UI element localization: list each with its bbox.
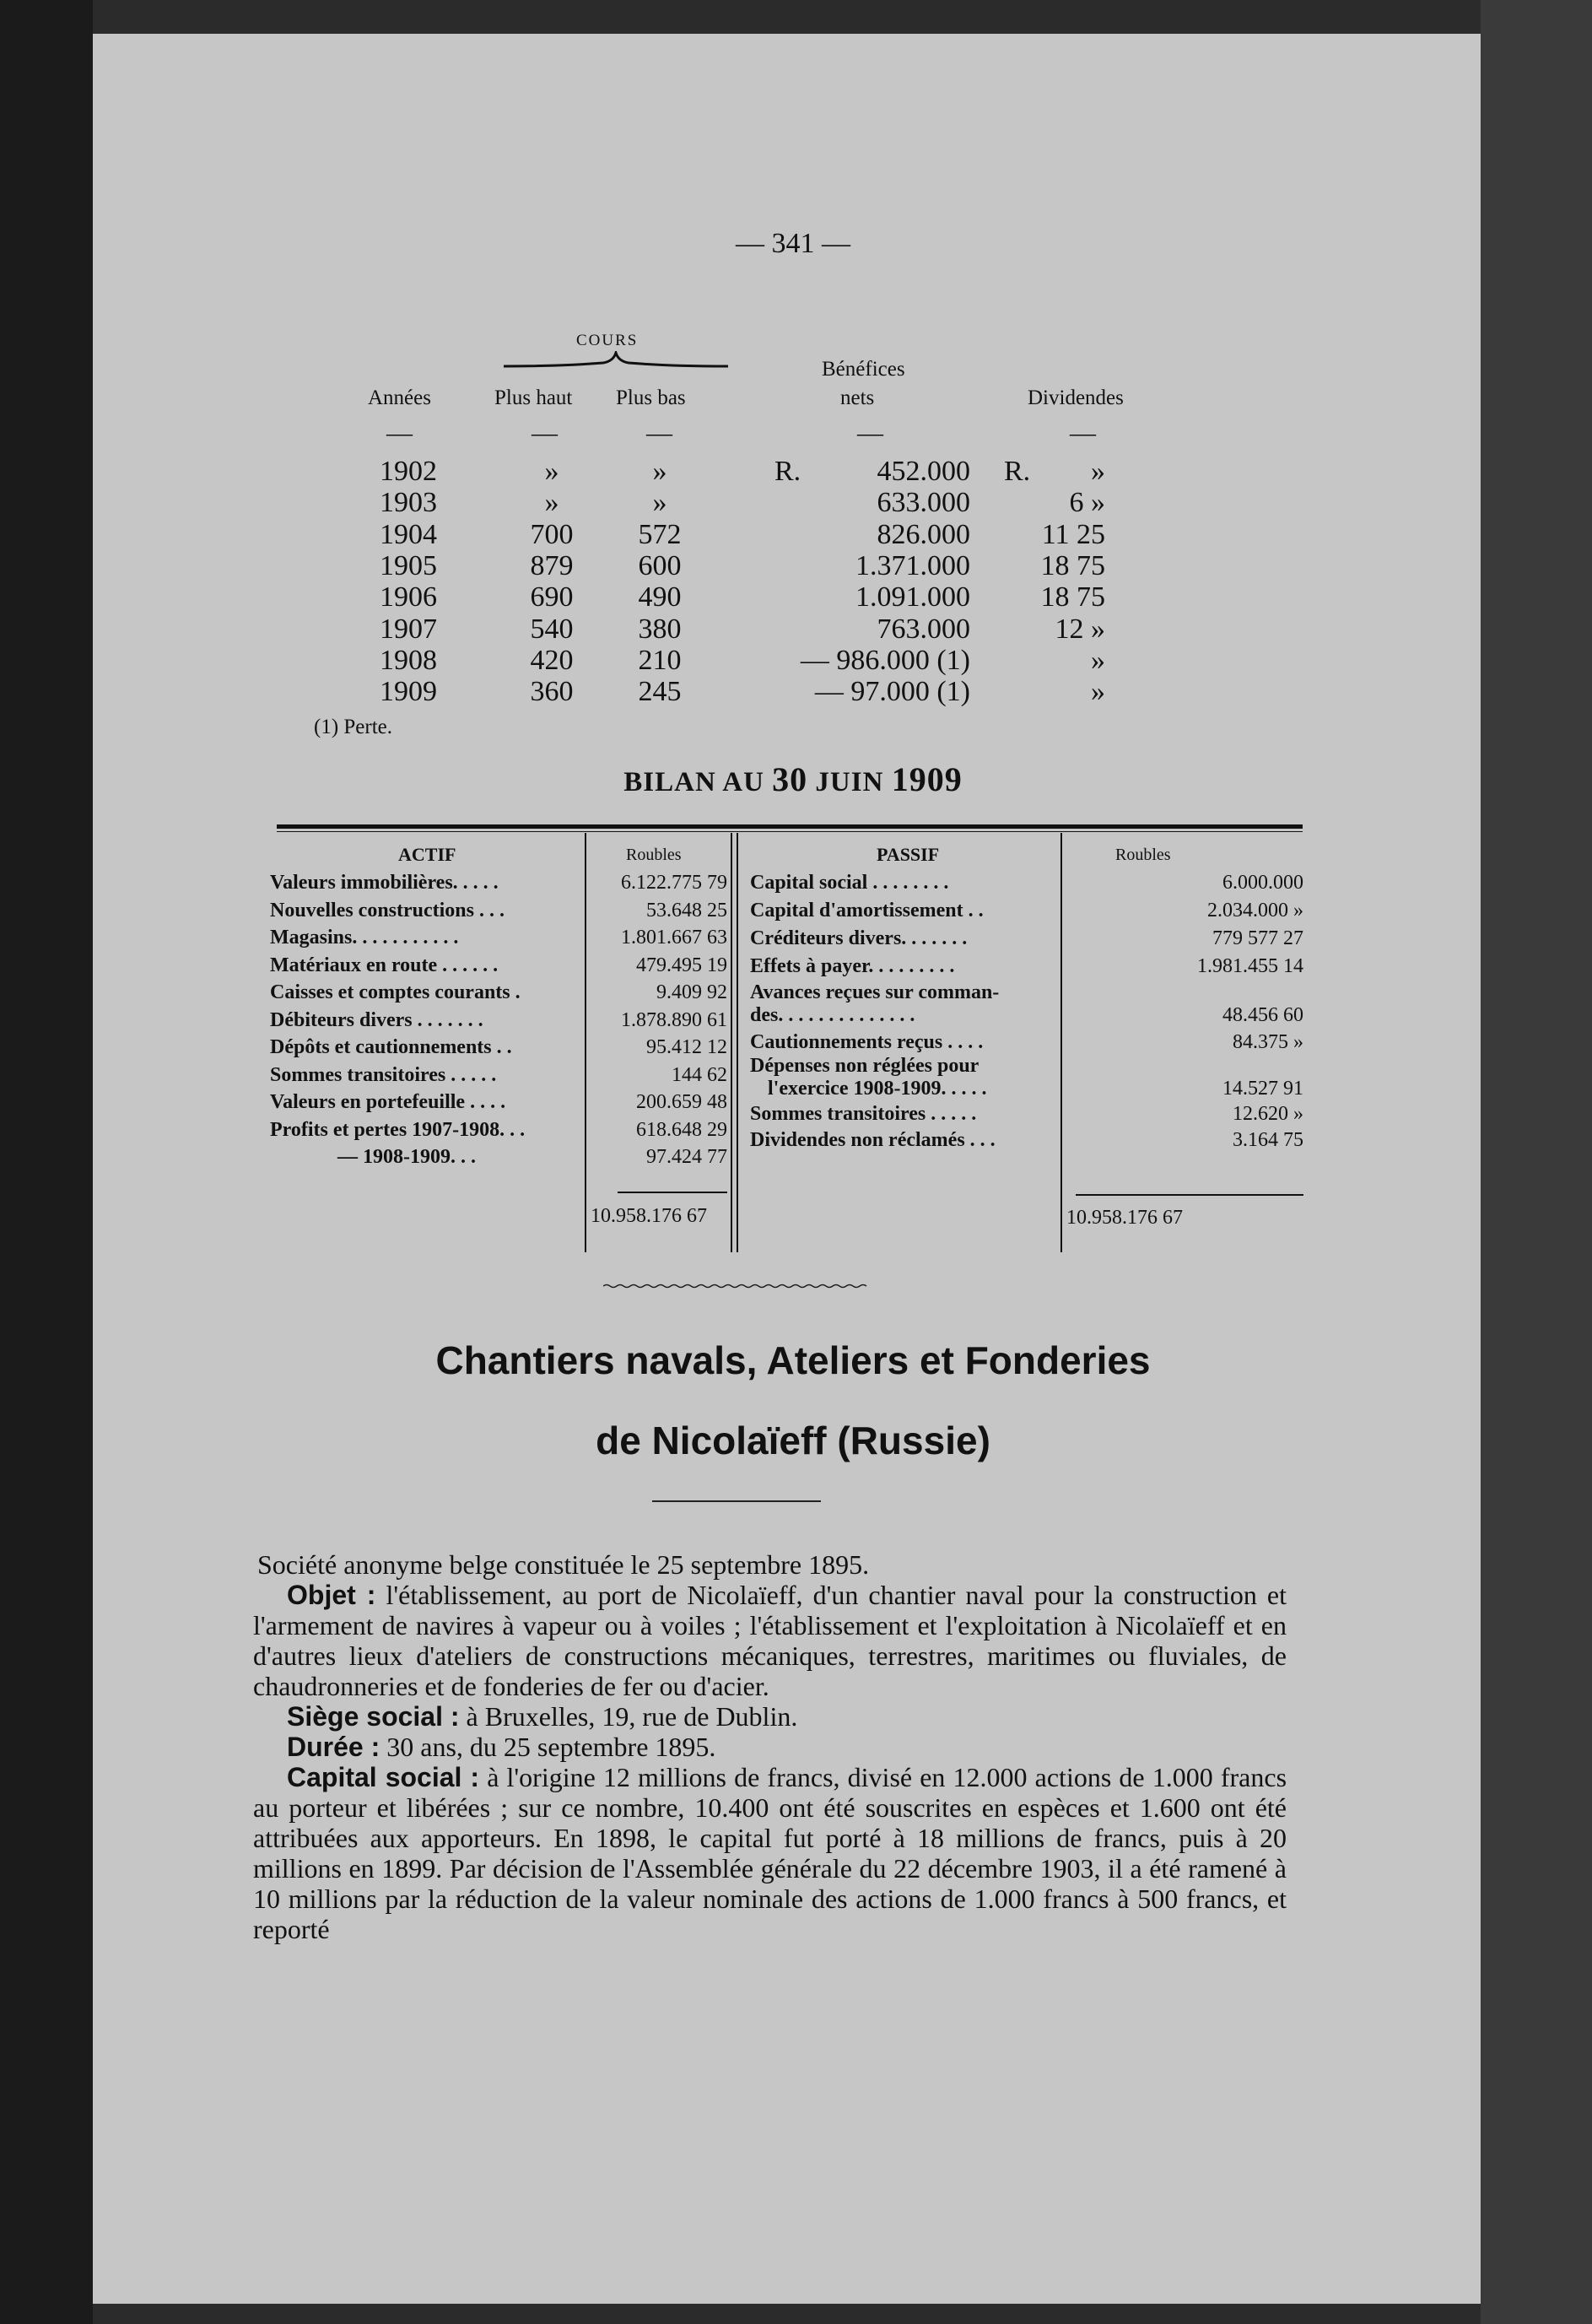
annee-cell: 1905 bbox=[380, 549, 437, 581]
cours-row bbox=[93, 613, 1481, 645]
cours-row bbox=[93, 645, 1481, 676]
actif-label: Valeurs en portefeuille . . . . bbox=[270, 1091, 506, 1113]
dividendes-header: Dividendes bbox=[1028, 386, 1124, 409]
column-divider bbox=[1060, 833, 1062, 1252]
capital-label: Capital social : bbox=[287, 1762, 480, 1792]
actif-value: 9.409 92 bbox=[656, 981, 727, 1003]
actif-header: ACTIF bbox=[398, 844, 456, 865]
plus-haut-cell: 690 bbox=[530, 581, 574, 613]
total-rule bbox=[1076, 1194, 1303, 1196]
passif-value: 1.981.455 14 bbox=[1197, 955, 1303, 977]
plus-bas-cell: 490 bbox=[638, 581, 682, 613]
passif-value: 84.375 » bbox=[1233, 1031, 1303, 1053]
siege-text: à Bruxelles, 19, rue de Dublin. bbox=[466, 1701, 798, 1732]
roubles-header: Roubles bbox=[1115, 846, 1171, 864]
dividende-prefix: R. bbox=[1004, 456, 1031, 487]
passif-header: PASSIF bbox=[877, 844, 940, 865]
plus-bas-cell: 600 bbox=[638, 549, 682, 581]
passif-label: Sommes transitoires . . . . . bbox=[750, 1103, 977, 1125]
actif-label: Sommes transitoires . . . . . bbox=[270, 1063, 497, 1086]
plus-bas-cell: 245 bbox=[638, 676, 682, 708]
dividende-cell: » bbox=[1091, 644, 1105, 676]
cours-row bbox=[93, 456, 1481, 487]
dividende-cell: » bbox=[1091, 676, 1105, 708]
book-spine bbox=[0, 0, 93, 2324]
header-dash: — bbox=[532, 418, 558, 447]
passif-label: des. . . . . . . . . . . . . . bbox=[750, 1004, 915, 1026]
passif-label: l'exercice 1908-1909. . . . . bbox=[768, 1078, 987, 1100]
dividende-cell: 11 25 bbox=[1041, 518, 1105, 550]
actif-value: 144 62 bbox=[672, 1063, 727, 1086]
header-dash: — bbox=[646, 418, 672, 447]
passif-label: Capital d'amortissement . . bbox=[750, 900, 984, 921]
benefices-cell: 1.371.000 bbox=[855, 549, 970, 581]
column-divider bbox=[731, 833, 732, 1252]
actif-label: Caisses et comptes courants . bbox=[270, 981, 521, 1003]
dividende-cell: 12 » bbox=[1055, 613, 1105, 645]
passif-value: 14.527 91 bbox=[1222, 1078, 1303, 1100]
annee-cell: 1908 bbox=[380, 644, 437, 676]
objet-paragraph bbox=[253, 1580, 1287, 1701]
balance-top-rule bbox=[277, 824, 1303, 829]
cours-brace bbox=[502, 351, 730, 370]
actif-total: 10.958.176 67 bbox=[591, 1205, 707, 1227]
dividende-cell: » bbox=[1091, 456, 1105, 487]
actif-label: Magasins. . . . . . . . . . . bbox=[270, 927, 459, 949]
actif-label: Nouvelles constructions . . . bbox=[270, 899, 505, 921]
plus-haut-cell: 879 bbox=[530, 549, 574, 581]
passif-value: 6.000.000 bbox=[1222, 872, 1303, 894]
plus-haut-header: Plus haut bbox=[494, 386, 573, 409]
passif-label: Dépenses non réglées pour bbox=[750, 1055, 979, 1077]
actif-value: 1.878.890 61 bbox=[621, 1008, 727, 1031]
actif-value: 97.424 77 bbox=[646, 1146, 727, 1168]
roubles-header: Roubles bbox=[626, 846, 682, 864]
passif-label: Dividendes non réclamés . . . bbox=[750, 1129, 996, 1151]
plus-bas-cell: 572 bbox=[638, 518, 682, 550]
annee-cell: 1906 bbox=[380, 581, 437, 613]
actif-label: Valeurs immobilières. . . . . bbox=[270, 872, 499, 894]
plus-haut-cell: 700 bbox=[530, 518, 574, 550]
passif-value: 3.164 75 bbox=[1233, 1129, 1303, 1151]
capital-paragraph bbox=[253, 1762, 1287, 1944]
benefices-header: Bénéfices bbox=[822, 358, 905, 381]
capital-text: à l'origine 12 millions de francs, divisé en 12.000 actions de 1.000 francs au porteur et libérées ; sur ce nombre, 10.400 ont été souscrites en espèces et 1.600 ont été attribuées aux apporteurs. En 1898, le capital fut porté à 18 millions de francs, puis à 20 millions en 1899. Par décision de l'Assemblée générale du 22 décembre 1903, il a été ramené à 10 millions par la réduction de la valeur nominale des actions de 1.000 francs à 500 francs, et reporté bbox=[253, 1762, 1287, 1944]
cours-row bbox=[93, 487, 1481, 518]
actif-value: 1.801.667 63 bbox=[621, 927, 727, 949]
company-title-line-2: de Nicolaïeff (Russie) bbox=[596, 1419, 990, 1462]
objet-label: Objet : bbox=[287, 1580, 376, 1610]
header-dash: — bbox=[1070, 418, 1096, 447]
cours-row bbox=[93, 519, 1481, 550]
page-edge bbox=[1481, 0, 1592, 2324]
cours-row bbox=[93, 550, 1481, 581]
duree-text: 30 ans, du 25 septembre 1895. bbox=[386, 1732, 716, 1762]
dividende-cell: 6 » bbox=[1069, 487, 1105, 519]
passif-value: 2.034.000 » bbox=[1207, 900, 1303, 921]
plus-bas-cell: 380 bbox=[638, 613, 682, 645]
actif-value: 6.122.775 79 bbox=[621, 872, 727, 894]
bilan-title-day: 30 bbox=[772, 760, 808, 798]
document-page bbox=[93, 34, 1481, 2304]
passif-label: Avances reçues sur comman- bbox=[750, 981, 1000, 1003]
plus-haut-cell: » bbox=[544, 487, 559, 519]
bilan-title-year: 1909 bbox=[891, 760, 963, 798]
balance-top-rule-thin bbox=[277, 831, 1303, 832]
benefices-cell: — 97.000 (1) bbox=[814, 676, 970, 708]
plus-bas-cell: » bbox=[652, 487, 667, 519]
plus-haut-cell: 360 bbox=[530, 676, 574, 708]
footnote: (1) Perte. bbox=[314, 716, 393, 738]
annees-header: Années bbox=[368, 386, 431, 409]
passif-value: 12.620 » bbox=[1233, 1103, 1303, 1125]
page-number: — 341 — bbox=[736, 228, 850, 259]
intro-paragraph: Société anonyme belge constituée le 25 septembre 1895. bbox=[257, 1549, 870, 1580]
passif-total: 10.958.176 67 bbox=[1066, 1207, 1183, 1229]
total-rule bbox=[618, 1192, 727, 1193]
benefices-cell: 763.000 bbox=[877, 613, 970, 645]
actif-value: 200.659 48 bbox=[636, 1091, 727, 1113]
plus-haut-cell: » bbox=[544, 456, 559, 487]
body-text bbox=[253, 1549, 1287, 1944]
header-dash: — bbox=[857, 418, 883, 447]
header-dash: — bbox=[386, 418, 413, 447]
annee-cell: 1907 bbox=[380, 613, 437, 645]
benefices-cell: 452.000 bbox=[877, 456, 970, 487]
actif-label: Débiteurs divers . . . . . . . bbox=[270, 1008, 483, 1031]
annee-cell: 1902 bbox=[380, 456, 437, 487]
separator-ornament bbox=[603, 1284, 869, 1289]
column-divider bbox=[737, 833, 738, 1252]
passif-value: 48.456 60 bbox=[1222, 1004, 1303, 1026]
actif-value: 479.495 19 bbox=[636, 954, 727, 976]
benefices-cell: 633.000 bbox=[877, 487, 970, 519]
actif-label: Matériaux en route . . . . . . bbox=[270, 954, 499, 976]
column-divider bbox=[585, 833, 586, 1252]
benefices-cell: 1.091.000 bbox=[855, 581, 970, 613]
duree-label: Durée : bbox=[287, 1732, 380, 1762]
passif-label: Effets à payer. . . . . . . . . bbox=[750, 955, 955, 977]
benefices-cell: — 986.000 (1) bbox=[800, 644, 970, 676]
duree-paragraph bbox=[253, 1732, 1287, 1762]
plus-haut-cell: 420 bbox=[530, 644, 574, 676]
passif-value: 779 577 27 bbox=[1212, 927, 1303, 949]
actif-label: — 1908-1909. . . bbox=[337, 1146, 476, 1168]
actif-value: 618.648 29 bbox=[636, 1118, 727, 1141]
bilan-title-pre: BILAN AU bbox=[623, 767, 764, 797]
passif-label: Créditeurs divers. . . . . . . bbox=[750, 927, 968, 949]
siege-label: Siège social : bbox=[287, 1701, 460, 1732]
benefices-prefix: R. bbox=[774, 456, 801, 487]
dividende-cell: 18 75 bbox=[1040, 581, 1105, 613]
cours-label: COURS bbox=[576, 332, 639, 349]
objet-text: l'établissement, au port de Nicolaïeff, d'un chantier naval pour la construction et l'armement de navires à vapeur ou à voiles ; l'établissement et l'exploitation à Nicolaïeff et en d'autres lieux d'ateliers de constructions mécaniques, terrestres, maritimes ou fluviales, de chaudronneries et de fonderies de fer ou d'acier. bbox=[253, 1580, 1287, 1701]
plus-bas-header: Plus bas bbox=[616, 386, 686, 409]
nets-header: nets bbox=[840, 386, 875, 409]
bilan-title-mid: JUIN bbox=[815, 767, 884, 797]
actif-value: 95.412 12 bbox=[646, 1036, 727, 1058]
actif-value: 53.648 25 bbox=[646, 899, 727, 921]
bilan-title bbox=[93, 759, 1493, 799]
siege-paragraph bbox=[253, 1701, 1287, 1732]
actif-label: Profits et pertes 1907-1908. . . bbox=[270, 1118, 526, 1141]
passif-label: Capital social . . . . . . . . bbox=[750, 872, 949, 894]
plus-bas-cell: 210 bbox=[638, 644, 682, 676]
annee-cell: 1909 bbox=[380, 676, 437, 708]
annee-cell: 1904 bbox=[380, 518, 437, 550]
annee-cell: 1903 bbox=[380, 487, 437, 519]
plus-haut-cell: 540 bbox=[530, 613, 574, 645]
dividende-cell: 18 75 bbox=[1040, 549, 1105, 581]
company-title-line-1: Chantiers navals, Ateliers et Fonderies bbox=[435, 1338, 1151, 1382]
cours-row bbox=[93, 676, 1481, 707]
passif-label: Cautionnements reçus . . . . bbox=[750, 1031, 984, 1053]
plus-bas-cell: » bbox=[652, 456, 667, 487]
benefices-cell: 826.000 bbox=[877, 518, 970, 550]
title-rule bbox=[652, 1500, 821, 1502]
actif-label: Dépôts et cautionnements . . bbox=[270, 1036, 512, 1058]
cours-row bbox=[93, 581, 1481, 613]
